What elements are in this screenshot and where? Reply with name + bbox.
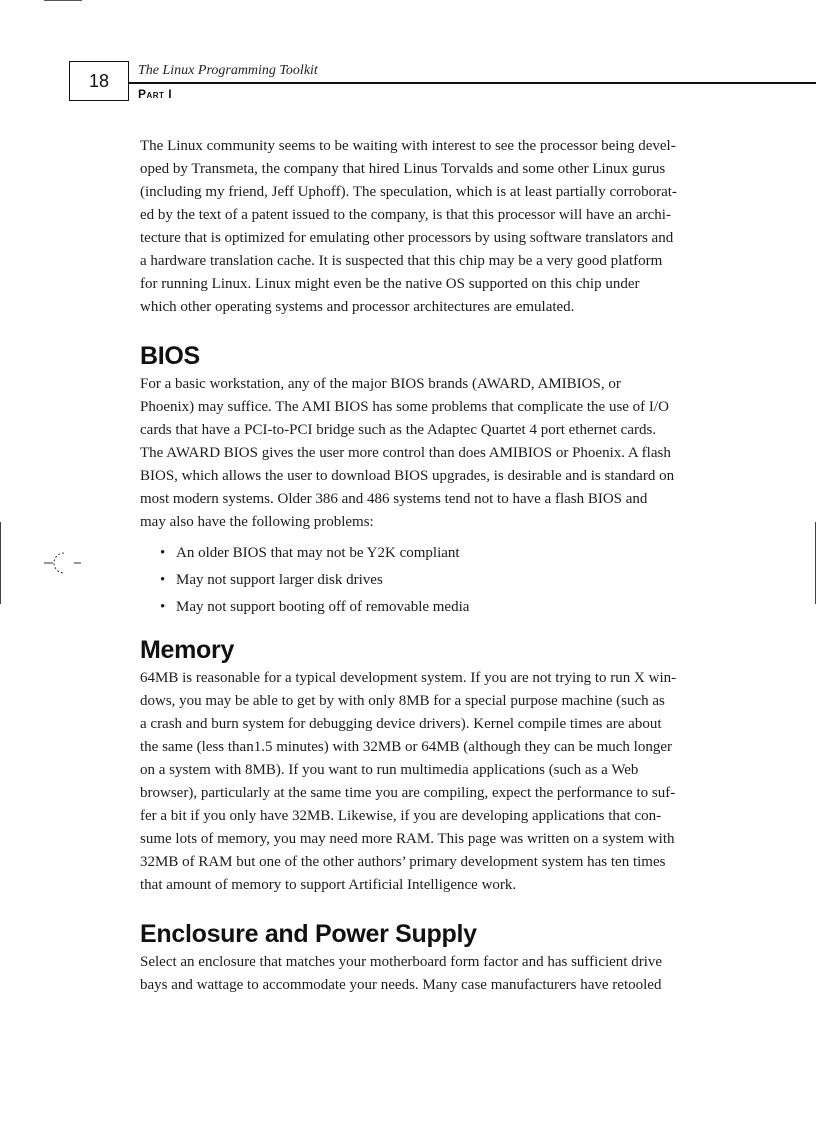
text-line: 64MB is reasonable for a typical development system. If you are not trying to run X win- <box>140 670 677 686</box>
text-line: The Linux community seems to be waiting with interest to see the processor being devel- <box>140 138 676 154</box>
running-head-part: Part I <box>138 87 173 101</box>
intro-paragraph <box>140 135 696 319</box>
text-line: may also have the following problems: <box>140 514 374 530</box>
heading-bios: BIOS <box>140 342 200 370</box>
text-line: The AWARD BIOS gives the user more control than does AMIBIOS or Phoenix. A flash <box>140 445 671 461</box>
bios-problem-list <box>140 540 696 621</box>
text-line: which other operating systems and processor architectures are emulated. <box>140 299 575 315</box>
text-line: cards that have a PCI-to-PCI bridge such as the Adaptec Quartet 4 port ethernet cards. <box>140 422 657 438</box>
text-line: BIOS, which allows the user to download BIOS upgrades, is desirable and is standard on <box>140 468 675 484</box>
text-line: sume lots of memory, you may need more RAM. This page was written on a system with <box>140 831 675 847</box>
heading-enclosure: Enclosure and Power Supply <box>140 920 477 948</box>
registration-mark-icon <box>44 548 84 578</box>
text-line: Phoenix) may suffice. The AMI BIOS has some problems that complicate the use of I/O <box>140 399 669 415</box>
text-line: for running Linux. Linux might even be the native OS supported on this chip under <box>140 276 640 292</box>
top-crop-line <box>44 0 82 1</box>
text-line: browser), particularly at the same time you are compiling, expect the performance to suf- <box>140 785 676 801</box>
bullet-icon: • <box>160 545 166 561</box>
page-number: 18 <box>88 70 110 91</box>
enclosure-paragraph <box>140 951 696 997</box>
header-rule <box>129 82 816 84</box>
text-line: Select an enclosure that matches your motherboard form factor and has sufficient drive <box>140 954 663 970</box>
heading-memory: Memory <box>140 636 235 664</box>
text-line: that amount of memory to support Artificial Intelligence work. <box>140 877 517 893</box>
text-line: oped by Transmeta, the company that hired Linus Torvalds and some other Linux gurus <box>140 161 666 177</box>
text-line: ed by the text of a patent issued to the company, is that this processor will have an archi- <box>140 207 671 223</box>
text-line: the same (less than1.5 minutes) with 32MB or 64MB (although they can be much longer <box>140 739 672 755</box>
running-head-title: The Linux Programming Toolkit <box>138 63 318 78</box>
text-line: 32MB of RAM but one of the other authors’ primary development system has ten times <box>140 854 666 870</box>
bios-paragraph <box>140 373 696 534</box>
bullet-icon: • <box>160 599 166 615</box>
text-line: most modern systems. Older 386 and 486 systems tend not to have a flash BIOS and <box>140 491 648 507</box>
text-line: dows, you may be able to get by with only 8MB for a special purpose machine (such as <box>140 693 665 709</box>
list-item: • May not support larger disk drives <box>160 567 696 594</box>
text-line: on a system with 8MB). If you want to run multimedia applications (such as a Web <box>140 762 639 778</box>
text-line: (including my friend, Jeff Uphoff). The speculation, which is at least partially corroborat- <box>140 184 677 200</box>
list-item: • An older BIOS that may not be Y2K compliant <box>160 540 696 567</box>
page-body <box>140 135 696 997</box>
page-number-box <box>69 61 129 101</box>
text-line: a crash and burn system for debugging device drivers). Kernel compile times are about <box>140 716 662 732</box>
bullet-icon: • <box>160 572 166 588</box>
memory-paragraph <box>140 667 696 897</box>
text-line: For a basic workstation, any of the major BIOS brands (AWARD, AMIBIOS, or <box>140 376 621 392</box>
text-line: tecture that is optimized for emulating other processors by using software translators and <box>140 230 674 246</box>
text-line: a hardware translation cache. It is suspected that this chip may be a very good platform <box>140 253 663 269</box>
list-item: • May not support booting off of removable media <box>160 594 696 621</box>
text-line: fer a bit if you only have 32MB. Likewise, if you are developing applications that con- <box>140 808 662 824</box>
text-line: bays and wattage to accommodate your needs. Many case manufacturers have retooled <box>140 977 662 993</box>
left-crop-bar <box>0 522 1 604</box>
